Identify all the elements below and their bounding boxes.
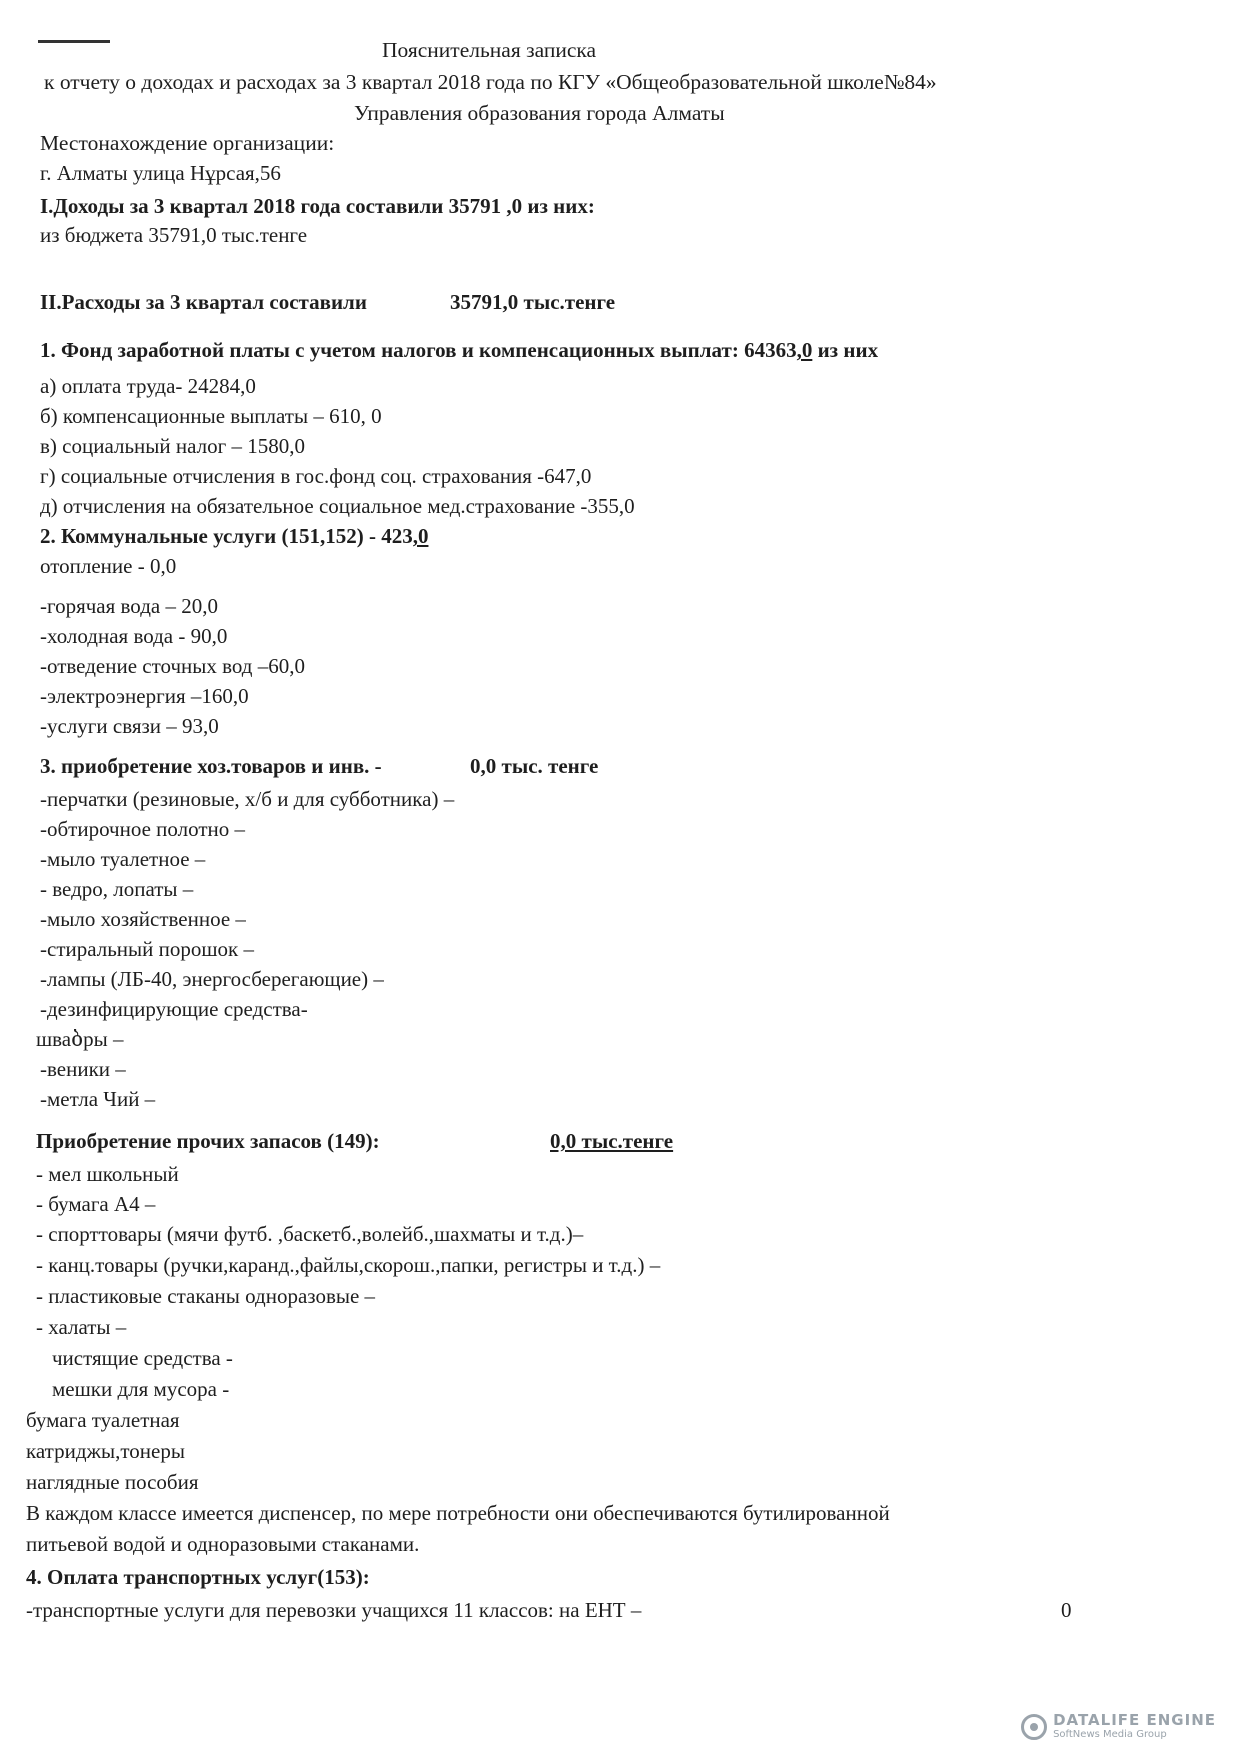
watermark-main-text: DATALIFE ENGINE bbox=[1053, 1711, 1216, 1729]
income-budget: из бюджета 35791,0 тыс.тенге bbox=[40, 223, 308, 247]
other-supplies-item: наглядные пособия bbox=[26, 1470, 199, 1494]
utilities-item: -электроэнергия –160,0 bbox=[40, 684, 249, 708]
doc-subtitle: к отчету о доходах и расходах за 3 квартал 2018 года по КГУ «Общеобразовательной школе№84» bbox=[44, 70, 937, 94]
payroll-heading-main: 1. Фонд заработной платы с учетом налогов и компенсационных выплат: 64363 bbox=[40, 338, 797, 362]
transport-heading: 4. Оплата транспортных услуг(153): bbox=[26, 1565, 370, 1589]
payroll-heading bbox=[40, 337, 878, 363]
watermark-sub-text: SoftNews Media Group bbox=[1053, 1729, 1167, 1740]
transport-item: -транспортные услуги для перевозки учащихся 11 классов: на ЕНТ – bbox=[26, 1598, 642, 1622]
doc-title: Пояснительная записка bbox=[382, 38, 597, 62]
household-item: -обтирочное полотно – bbox=[40, 817, 246, 841]
dispenser-note-line: питьевой водой и одноразовыми стаканами. bbox=[26, 1532, 420, 1556]
utilities-item: отопление - 0,0 bbox=[40, 554, 177, 578]
utilities-item: -горячая вода – 20,0 bbox=[40, 594, 218, 618]
other-supplies-heading-value: 0,0 тыс.тенге bbox=[550, 1129, 674, 1153]
household-item: -перчатки (резиновые, х/б и для субботника) – bbox=[40, 787, 455, 811]
household-item: -дезинфицирующие средства- bbox=[40, 997, 308, 1021]
payroll-heading-underlined: ,0 bbox=[796, 338, 813, 362]
other-supplies-item: - мел школьный bbox=[36, 1162, 179, 1186]
datalife-engine-watermark bbox=[1021, 1713, 1216, 1740]
expenses-heading-value: 35791,0 тыс.тенге bbox=[450, 290, 616, 314]
payroll-item: а) оплата труда- 24284,0 bbox=[40, 374, 256, 398]
household-item: -мыло туалетное – bbox=[40, 847, 206, 871]
transport-value: 0 bbox=[1061, 1598, 1072, 1622]
address: г. Алматы улица Нұрсая,56 bbox=[40, 161, 281, 185]
household-item: шваბры – bbox=[36, 1027, 124, 1051]
utilities-heading-underlined: ,0 bbox=[412, 524, 429, 548]
income-heading: I.Доходы за 3 квартал 2018 года составили 35791 ,0 из них: bbox=[40, 194, 595, 218]
household-item: -мыло хозяйственное – bbox=[40, 907, 246, 931]
household-heading-value: 0,0 тыс. тенге bbox=[470, 754, 599, 778]
payroll-heading-tail: из них bbox=[812, 338, 879, 362]
household-item: -веники – bbox=[40, 1057, 126, 1081]
household-item: -стиральный порошок – bbox=[40, 937, 254, 961]
other-supplies-item: - бумага А4 – bbox=[36, 1192, 156, 1216]
location-label: Местонахождение организации: bbox=[40, 131, 335, 155]
other-supplies-item: - халаты – bbox=[36, 1315, 127, 1339]
other-supplies-item: - канц.товары (ручки,каранд.,файлы,скорош.,папки, регистры и т.д.) – bbox=[36, 1253, 661, 1277]
other-supplies-item: бумага туалетная bbox=[26, 1408, 180, 1432]
utilities-item: -услуги связи – 93,0 bbox=[40, 714, 219, 738]
dispenser-note-line: В каждом классе имеется диспенсер, по мере потребности они обеспечиваются бутилированной bbox=[26, 1501, 890, 1525]
other-supplies-heading-label: Приобретение прочих запасов (149): bbox=[36, 1129, 380, 1153]
household-item: - ведро, лопаты – bbox=[40, 877, 194, 901]
expenses-heading-label: II.Расходы за 3 квартал составили bbox=[40, 290, 367, 314]
utilities-heading-main: 2. Коммунальные услуги (151,152) - 423 bbox=[40, 524, 413, 548]
household-item: -метла Чий – bbox=[40, 1087, 156, 1111]
payroll-item: б) компенсационные выплаты – 610, 0 bbox=[40, 404, 382, 428]
top-rule bbox=[38, 40, 110, 43]
utilities-item: -отведение сточных вод –60,0 bbox=[40, 654, 305, 678]
other-supplies-item: - спорттовары (мячи футб. ,баскетб.,волейб.,шахматы и т.д.)– bbox=[36, 1222, 584, 1246]
household-item: -лампы (ЛБ-40, энергосберегающие) – bbox=[40, 967, 384, 991]
watermark-text bbox=[1053, 1713, 1216, 1740]
other-supplies-item: - пластиковые стаканы одноразовые – bbox=[36, 1284, 376, 1308]
other-supplies-item: мешки для мусора - bbox=[52, 1377, 230, 1401]
payroll-item: д) отчисления на обязательное социальное мед.страхование -355,0 bbox=[40, 494, 635, 518]
doc-org-line: Управления образования города Алматы bbox=[354, 101, 725, 125]
datalife-logo-icon bbox=[1021, 1714, 1047, 1740]
household-heading-label: 3. приобретение хоз.товаров и инв. - bbox=[40, 754, 382, 778]
payroll-item: г) социальные отчисления в гос.фонд соц. страхования -647,0 bbox=[40, 464, 592, 488]
payroll-item: в) социальный налог – 1580,0 bbox=[40, 434, 305, 458]
other-supplies-item: чистящие средства - bbox=[52, 1346, 233, 1370]
other-supplies-item: катриджы,тонеры bbox=[26, 1439, 185, 1463]
utilities-heading bbox=[40, 523, 428, 549]
utilities-item: -холодная вода - 90,0 bbox=[40, 624, 228, 648]
